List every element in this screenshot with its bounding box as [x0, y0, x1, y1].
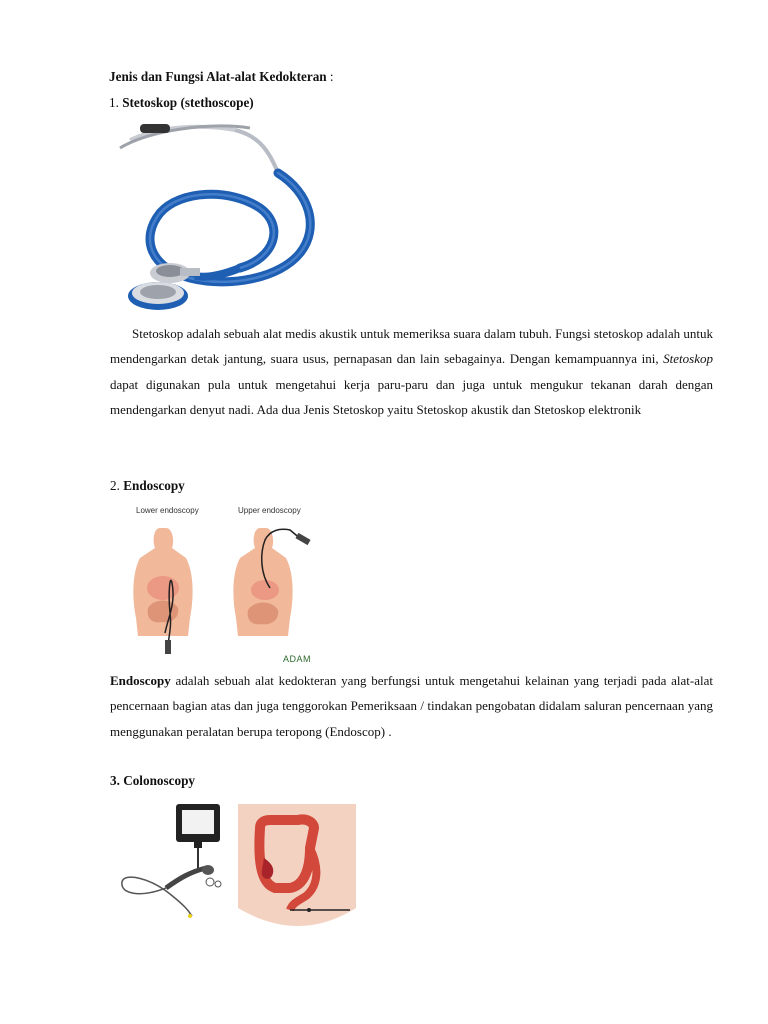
stethoscope-image: [110, 118, 325, 318]
section-1-heading: 1. Stetoskop (stethoscope): [109, 95, 254, 110]
colonoscopy-image: [110, 798, 358, 938]
page-title: Jenis dan Fungsi Alat-alat Kedokteran :: [109, 69, 334, 84]
adam-logo: ADAM: [283, 654, 312, 664]
section-2-paragraph: Endoscopy adalah sebuah alat kedokteran yang berfungsi untuk mengetahui kelainan yang terjadi pada alat-alat pencernaan bagian atas dan juga tenggorokan Pemeriksaan / tindakan pengobatan didalam saluran pencernaan yang menggunakan peralatan berupa teropong (Endoscop) .: [110, 673, 713, 739]
section-2-heading: 2. Endoscopy: [110, 478, 185, 493]
upper-endoscopy-caption: Upper endoscopy: [238, 506, 301, 515]
lower-endoscopy-caption: Lower endoscopy: [136, 506, 199, 515]
endoscopy-image: [110, 500, 330, 670]
section-1-paragraph: Stetoskop adalah sebuah alat medis akustik untuk memeriksa suara dalam tubuh. Fungsi stetoskop adalah untuk mendengarkan detak jantung, suara usus, pernapasan dan lain sebagainya. Dengan kemampuannya ini, Stetoskop dapat digunakan pula untuk mengetahui kerja paru-paru dan juga untuk mengukur tekanan darah dengan mendengarkan denyut nadi. Ada dua Jenis Stetoskop yaitu Stetoskop akustik dan Stetoskop elektronik: [110, 326, 713, 418]
endoscopy-figures: [110, 518, 330, 658]
section-3-heading: 3. Colonoscopy: [110, 773, 195, 788]
